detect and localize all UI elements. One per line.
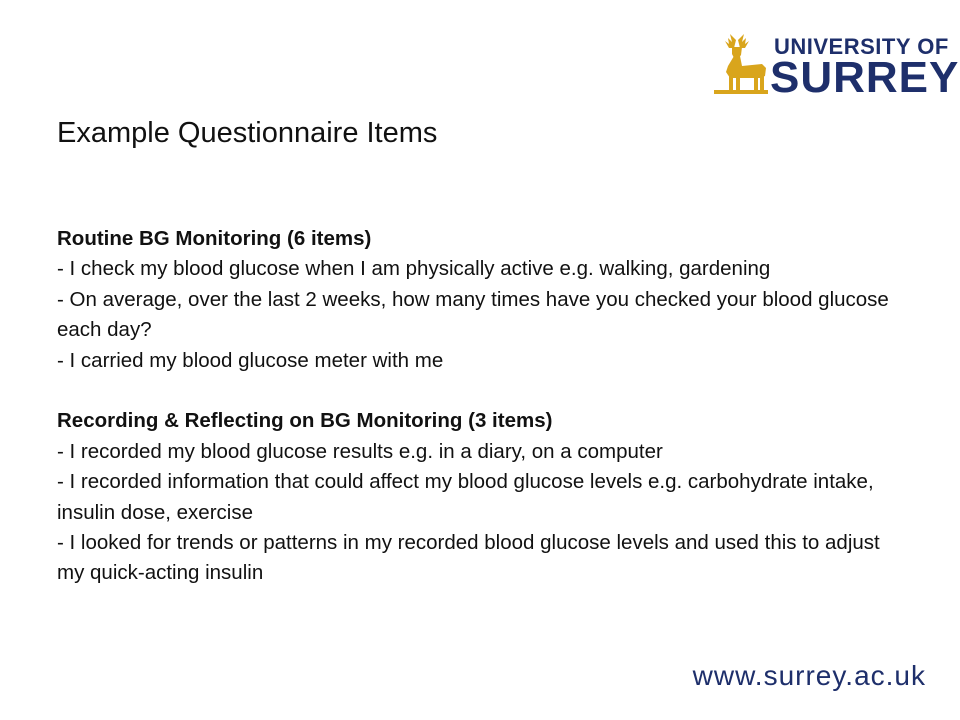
section-heading-recording: Recording & Reflecting on BG Monitoring (3 items) <box>57 409 553 433</box>
logo-surrey-text: SURREY <box>770 53 960 102</box>
questionnaire-item: - I recorded information that could affect my blood glucose levels e.g. carbohydrate intake, insulin dose, exercise <box>57 470 874 524</box>
stag-emblem-icon <box>710 28 772 98</box>
questionnaire-item: - I recorded my blood glucose results e.g. in a diary, on a computer <box>57 439 663 463</box>
logo-university-of-text: UNIVERSITY OF <box>774 34 949 59</box>
slide-title: Example Questionnaire Items <box>57 117 438 149</box>
university-logo <box>710 28 960 102</box>
questionnaire-item: - I carried my blood glucose meter with me <box>57 348 444 372</box>
section-spacer <box>57 376 907 406</box>
slide-body <box>57 224 907 589</box>
section-heading-routine: Routine BG Monitoring (6 items) <box>57 227 372 250</box>
questionnaire-item: - I check my blood glucose when I am physically active e.g. walking, gardening <box>57 257 771 281</box>
questionnaire-item: - I looked for trends or patterns in my recorded blood glucose levels and used this to adjust my quick-acting insulin <box>57 531 880 585</box>
footer-website-url: www.surrey.ac.uk <box>692 660 926 691</box>
questionnaire-item: - On average, over the last 2 weeks, how many times have you checked your blood glucose each day? <box>57 287 889 342</box>
